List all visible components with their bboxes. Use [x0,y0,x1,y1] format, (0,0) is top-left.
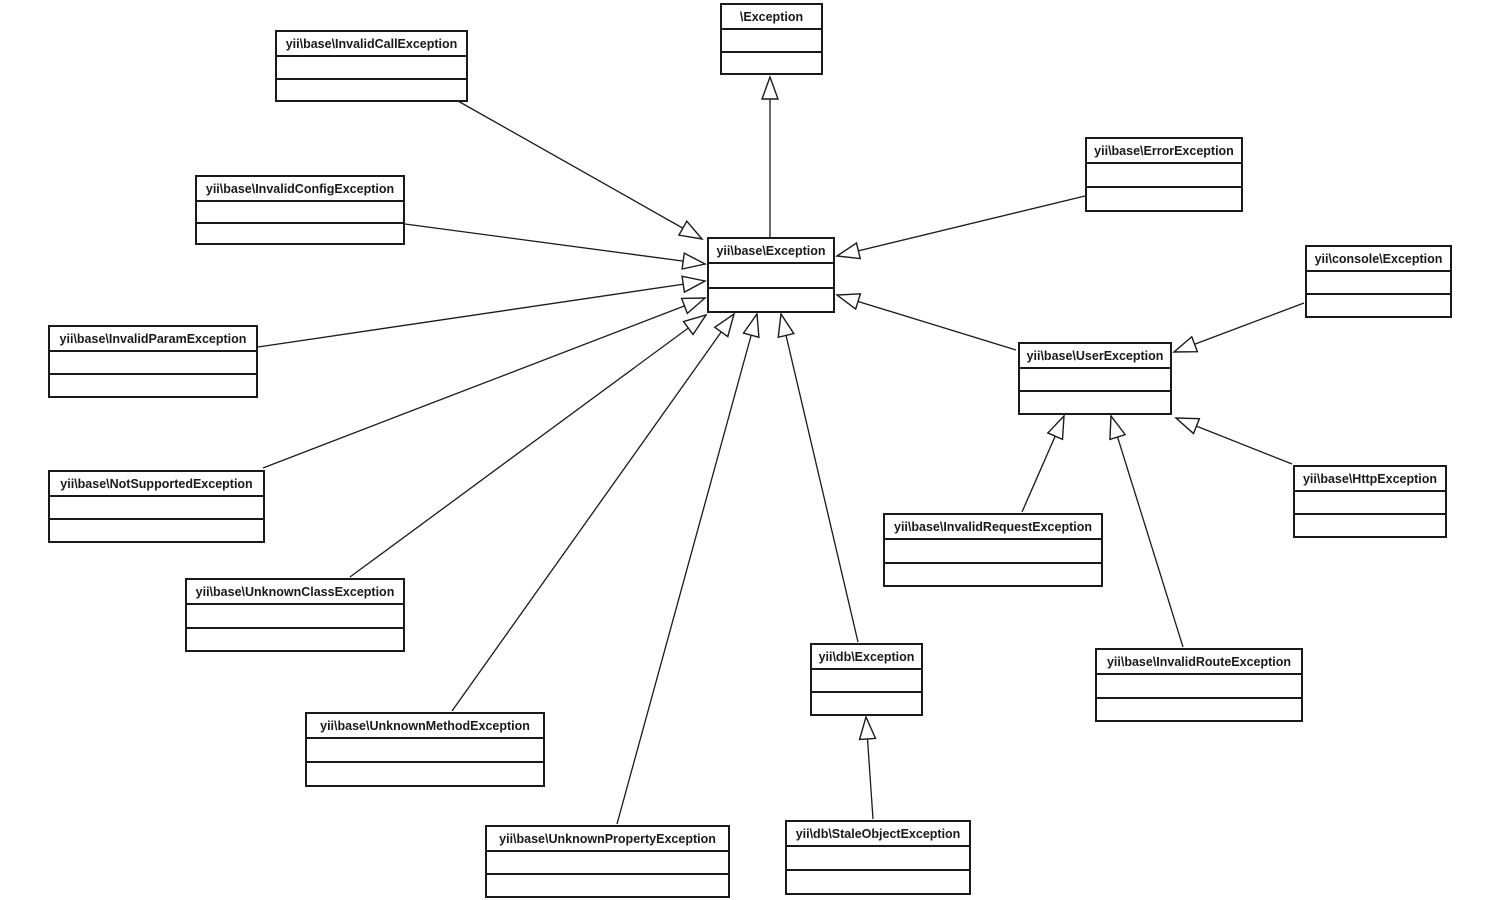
operations-compartment [277,80,466,101]
operations-compartment [1307,295,1450,316]
edge-dbexception-to-baseexception [781,314,858,642]
class-name: yii\base\UserException [1020,344,1170,369]
class-node-exception-root [720,3,823,75]
edge-userexception-to-baseexception [837,295,1016,350]
class-node-invalid-call-exception [275,30,468,102]
class-node-unknown-class-exception [185,578,405,652]
class-node-unknown-method-exception [305,712,545,787]
class-name: yii\base\UnknownMethodException [307,714,543,739]
class-name: yii\db\StaleObjectException [787,822,969,847]
attributes-compartment [187,605,403,629]
attributes-compartment [50,352,256,375]
edge-invalidroute-to-userexception [1111,416,1183,647]
class-node-console-exception [1305,245,1452,318]
edge-invalidrequest-to-userexception [1022,416,1064,512]
class-name: yii\base\ErrorException [1087,139,1241,164]
attributes-compartment [722,30,821,53]
class-name: yii\base\InvalidRouteException [1097,650,1301,675]
class-node-not-supported-exception [48,470,265,543]
attributes-compartment [885,540,1101,564]
edge-invalidcall-to-baseexception [458,101,702,239]
class-node-user-exception [1018,342,1172,415]
operations-compartment [1097,699,1301,721]
class-node-db-exception [810,643,923,716]
operations-compartment [722,53,821,74]
class-name: yii\base\Exception [709,239,833,264]
operations-compartment [1295,515,1445,536]
attributes-compartment [1087,164,1241,188]
attributes-compartment [277,57,466,80]
class-name: \Exception [722,5,821,30]
class-name: yii\console\Exception [1307,247,1450,272]
operations-compartment [709,289,833,312]
edge-invalidconfig-to-baseexception [405,224,705,264]
operations-compartment [187,629,403,651]
edge-staleobject-to-dbexception [866,717,873,819]
operations-compartment [50,520,263,541]
class-name: yii\base\InvalidParamException [50,327,256,352]
attributes-compartment [487,852,728,875]
class-node-http-exception [1293,465,1447,538]
class-node-base-exception [707,237,835,313]
class-node-stale-object-exception [785,820,971,895]
edge-notsupported-to-baseexception [263,298,705,468]
edge-httpexception-to-userexception [1176,418,1292,464]
operations-compartment [885,564,1101,586]
edge-unknownmethod-to-baseexception [452,314,734,711]
class-name: yii\base\HttpException [1295,467,1445,492]
edge-unknownproperty-to-baseexception [617,314,757,824]
class-node-invalid-param-exception [48,325,258,398]
class-name: yii\base\NotSupportedException [50,472,263,497]
attributes-compartment [1020,369,1170,392]
class-node-invalid-route-exception [1095,648,1303,722]
class-node-invalid-request-exception [883,513,1103,587]
class-name: yii\db\Exception [812,645,921,670]
attributes-compartment [307,739,543,763]
operations-compartment [1087,188,1241,210]
attributes-compartment [197,202,403,224]
attributes-compartment [50,497,263,520]
attributes-compartment [1097,675,1301,699]
attributes-compartment [1307,272,1450,295]
class-node-error-exception [1085,137,1243,212]
class-name: yii\base\UnknownPropertyException [487,827,728,852]
class-name: yii\base\InvalidConfigException [197,177,403,202]
operations-compartment [307,763,543,785]
class-node-invalid-config-exception [195,175,405,245]
attributes-compartment [787,847,969,871]
operations-compartment [1020,392,1170,413]
class-name: yii\base\InvalidCallException [277,32,466,57]
edge-invalidparam-to-baseexception [258,281,705,347]
class-name: yii\base\InvalidRequestException [885,515,1101,540]
class-node-unknown-property-exception [485,825,730,898]
operations-compartment [197,224,403,244]
edge-errorexception-to-baseexception [837,196,1085,256]
operations-compartment [787,871,969,893]
attributes-compartment [1295,492,1445,515]
class-name: yii\base\UnknownClassException [187,580,403,605]
operations-compartment [812,693,921,714]
edge-consoleexception-to-userexception [1174,303,1304,352]
operations-compartment [487,875,728,896]
edge-unknownclass-to-baseexception [350,315,706,577]
operations-compartment [50,375,256,396]
attributes-compartment [709,264,833,289]
attributes-compartment [812,670,921,693]
